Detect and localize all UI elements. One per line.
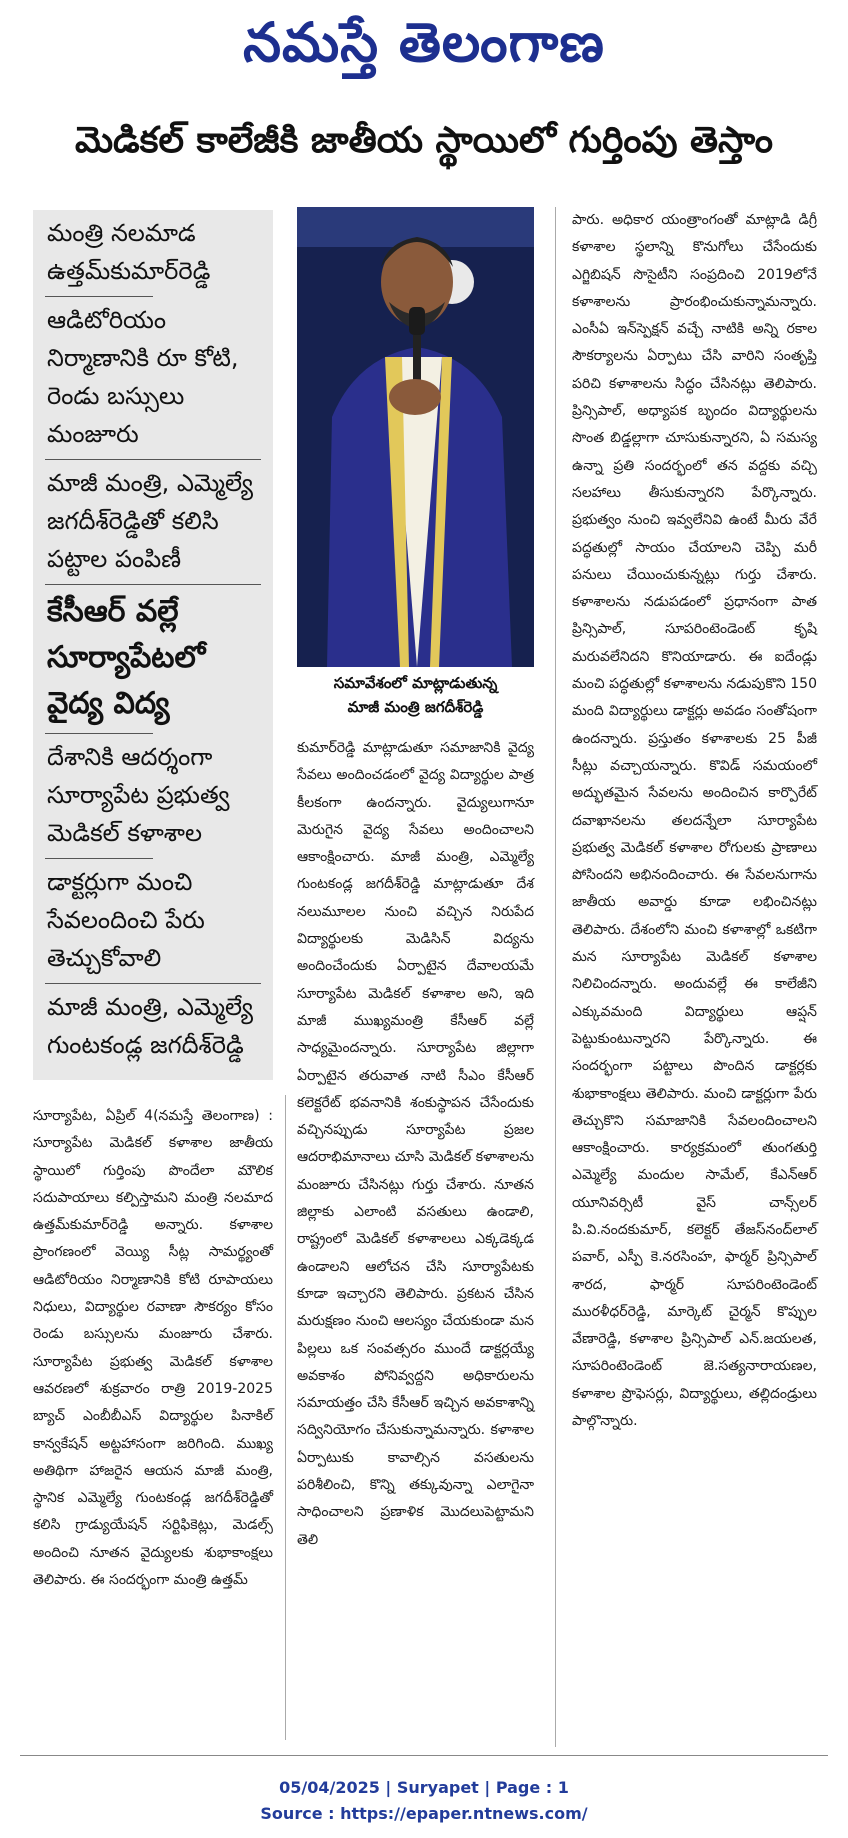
column-divider xyxy=(555,207,556,1747)
article-column-middle xyxy=(297,735,534,1554)
caption-line: సమావేశంలో మాట్లాడుతున్న xyxy=(333,674,498,692)
photo-caption xyxy=(297,671,534,719)
highlight-text: డాక్టర్లుగా మంచి సేవలందించి పేరు తెచ్చుకోవాలి xyxy=(47,868,205,972)
article-text: పారు. అధికార యంత్రాంగంతో మాట్లాడి డిగ్రీ కళాశాల స్థలాన్ని కొనుగోలు చేసేందుకు ఎగ్జిబిషన్ సొసైటీని సంప్రదించి 2019లోనే కళాశాలను ప్రారంభించుకున్నామన్నారు. ఎంసీఏ ఇన్‌స్పెక్షన్ వచ్చే నాటికి అన్ని రకాల సౌకర్యాలను ఏర్పాటు చేసి వారిని సంతృప్తి పరిచి కళాశాలను సిద్ధం చేసినట్లు తెలిపారు. ప్రిన్సిపాల్, అధ్యాపక బృందం విద్యార్థులను సొంత బిడ్డల్లాగా చూసుకున్నారని, ఏ సమస్య ఉన్నా ప్రతి సందర్భంలో తన వద్దకు వచ్చి సలహాలు తీసుకున్నారని పేర్కొన్నారు. ప్రభుత్వం నుంచి ఇవ్వలేనివి ఉంటే మీరు వేరే పద్ధతుల్లో సాయం చేయాలని చెప్పి మరీ పనులు చేయించుకున్నట్లు గుర్తు చేశారు. కళాశాలను నడుపడంలో ప్రధానంగా పాత ప్రిన్సిపాల్, సూపరింటెండెంట్ కృషి మరువలేనిదని కొనియాడారు. ఈ ఐదేండ్లు మంచి పద్ధతుల్లో కళాశాలను నడుపుకొని 150 మంది విద్యార్థులు డాక్టర్లు అవడం సంతోషంగా ఉందన్నారు. ప్రస్తుతం కళాశాలకు 25 పీజీ సీట్లు వచ్చాయన్నారు. కొవిడ్ సమయంలో అద్భుతమైన సేవలను అందించిన కార్పొరేట్ దవాఖానలను తలదన్నేలా సూర్యాపేట ప్రభుత్వ మెడికల్ కళాశాల రోగులకు ప్రాణాలు పోసిందని అభినందించారు. ఈ సేవలనుగాను జాతీయ అవార్డు కూడా లభించినట్లు తెలిపారు. దేశంలోని మంచి కళాశాల్లో ఒకటిగా మన సూర్యాపేట మెడికల్ కళాశాల నిలిచిందన్నారు. అందువల్లే ఈ కాలేజీని ఎక్కువమంది విద్యార్థులు ఆప్షన్ పెట్టుకుంటున్నారని పేర్కొన్నారు. ఈ సందర్భంగా పట్టాలు పొందిన డాక్టర్లకు శుభాకాంక్షలు తెలిపారు. మంచి డాక్టర్లుగా పేరు తెచ్చుకొని సమాజానికి సేవలందించాలని ఆకాంక్షించారు. కార్యక్రమంలో తుంగతుర్తి ఎమ్మెల్యే మందుల సామేల్, కేఎన్ఆర్ యూనివర్సిటీ వైస్ చాన్స్‌లర్ పి.వి.నందకుమార్, కలెక్టర్ తేజస్‌నంద్‌లాల్ పవార్, ఎస్పీ కె.నరసింహ, ఫార్మర్ ప్రిన్సిపాల్ శారద, ఫార్మర్ సూపరింటెండెంట్ మురళీధర్‌రెడ్డి, మార్కెట్ చైర్మన్ కొప్పుల వేణారెడ్డి, కళాశాల ప్రిన్సిపాల్ ఎన్.జయలత, సూపరింటెండెంట్ జె.సత్యనారాయణల, కళాశాల ప్రొఫెసర్లు, విద్యార్థులు, తల్లిదండ్రులు పాల్గొన్నారు. xyxy=(572,212,817,1430)
highlight-item xyxy=(33,585,273,733)
footer-source[interactable]: Source : https://epaper.ntnews.com/ xyxy=(260,1804,588,1823)
highlight-item xyxy=(33,859,273,983)
speaker-photo xyxy=(297,207,534,667)
caption-line: మాజీ మంత్రి జగదీశ్‌రెడ్డి xyxy=(347,698,484,716)
highlight-text: మాజీ మంత్రి, ఎమ్మెల్యే జగదీశ్‌రెడ్డితో కలిసి పట్టాల పంపిణీ xyxy=(47,469,253,573)
article-text: కుమార్‌రెడ్డి మాట్లాడుతూ సమాజానికి వైద్య సేవలు అందించడంలో వైద్య విద్యార్థుల పాత్ర కీలకంగా ఉందన్నారు. వైద్యులుగానూ మెరుగైన వైద్య సేవలు అందించాలని ఆకాంక్షించారు. మాజీ మంత్రి, ఎమ్మెల్యే గుంటకండ్ల జగదీశ్‌రెడ్డి మాట్లాడుతూ దేశ నలుమూలల నుంచి వచ్చిన నిరుపేద విద్యార్థులకు మెడిసిన్ విద్యను అందించేందుకు ఏర్పాటైన దేవాలయమే సూర్యాపేట మెడికల్ కళాశాల అని, ఇది మాజీ ముఖ్యమంత్రి కేసీఆర్ వల్లే సాధ్యమైందన్నారు. సూర్యాపేట జిల్లాగా ఏర్పాటైన తరువాత నాటి సీఎం కేసీఆర్ కలెక్టరేట్ భవనానికి శంకుస్థాపన చేసేందుకు వచ్చినప్పుడు సూర్యాపేట ప్రజల ఆదరాభిమానాలు చూసి మెడికల్ కళాశాలను మంజూరు చేసినట్లు గుర్తు చేశారు. నూతన జిల్లాకు ఎలాంటి వసతులు ఉండాలి, రాష్ట్రంలో మెడికల్ కళాశాలలు ఎక్కడెక్కడ ఉండాలని ఆలోచన చేసి సూర్యాపేటకు కూడా ఇచ్చారని తెలిపారు. ప్రకటన చేసిన మరుక్షణం నుంచి ఆలస్యం చేయకుండా మన పిల్లలు ఒక సంవత్సరం ముందే డాక్టర్లయ్యే అవకాశం పోనివ్వద్దని అధికారులను సమాయత్తం చేసి కేసీఆర్ ఇచ్చిన అవకాశాన్ని సద్వినియోగం చేసుకున్నామన్నారు. కళాశాల ఏర్పాటుకు కావాల్సిన వసతులను పరిశీలించి, కొన్ని తక్కువున్నా ఎలాగైనా సాధించాలని ప్రణాళిక మొదలుపెట్టామని తెలి xyxy=(297,740,534,1548)
highlight-text: మాజీ మంత్రి, ఎమ్మెల్యే గుంటకండ్ల జగదీశ్‌రెడ్డి xyxy=(47,993,253,1059)
column-divider xyxy=(285,1095,286,1740)
highlight-item xyxy=(33,984,273,1070)
highlight-text: ఆడిటోరియం నిర్మాణానికి రూ కోటి, రెండు బస్సులు మంజూరు xyxy=(47,306,239,448)
masthead xyxy=(0,0,848,100)
footer-rule xyxy=(20,1755,828,1756)
masthead-logo-title: నమస్తే తెలంగాణ xyxy=(243,10,605,74)
highlight-item xyxy=(33,460,273,584)
footer-edition-info: 05/04/2025 | Suryapet | Page : 1 xyxy=(279,1778,569,1797)
highlights-box xyxy=(33,210,273,1080)
highlight-text: దేశానికి ఆదర్శంగా సూర్యాపేట ప్రభుత్వ మెడికల్ కళాశాల xyxy=(47,743,230,847)
article-column-right xyxy=(572,207,817,1435)
highlight-text: కేసీఆర్ వల్లే సూర్యాపేటలో వైద్య విద్య xyxy=(47,594,206,721)
article-column-left xyxy=(33,1103,273,1594)
speaker-illustration xyxy=(297,207,534,667)
highlight-text: మంత్రి నలమాడ ఉత్తమ్‌కుమార్‌రెడ్డి xyxy=(47,219,211,285)
highlight-item xyxy=(33,734,273,858)
headline: మెడికల్ కాలేజీకి జాతీయ స్థాయిలో గుర్తింపు తెస్తాం xyxy=(74,120,774,161)
highlight-item xyxy=(33,210,273,296)
highlight-item xyxy=(33,297,273,459)
footer xyxy=(0,1775,848,1827)
article-text: సూర్యాపేట, ఏప్రిల్ 4(నమస్తే తెలంగాణ) : సూర్యాపేట మెడికల్ కళాశాల జాతీయ స్థాయిలో గుర్తింపు పొందేలా మౌలిక సదుపాయాలు కల్పిస్తామని మంత్రి నలమాద ఉత్తమ్‌కుమార్‌రెడ్డి అన్నారు. కళాశాల ప్రాంగణంలో వెయ్యి సీట్ల సామర్థ్యంతో ఆడిటోరియం నిర్మాణానికి కోటి రూపాయలు నిధులు, విద్యార్థుల రవాణా సౌకర్యం కోసం రెండు బస్సులను మంజూరు చేశారు. సూర్యాపేట ప్రభుత్వ మెడికల్ కళాశాల ఆవరణలో శుక్రవారం రాత్రి 2019-2025 బ్యాచ్ ఎంబీబీఎస్ విద్యార్థుల పినాకిల్ కాన్వకేషన్ అట్టహాసంగా జరిగింది. ముఖ్య అతిథిగా హాజరైన ఆయన మాజీ మంత్రి, స్థానిక ఎమ్మెల్యే గుంటకండ్ల జగదీశ్‌రెడ్డితో కలిసి గ్రాడ్యుయేషన్ సర్టిఫికెట్లు, మెడల్స్ అందించి నూతన వైద్యులకు శుభాకాంక్షలు తెలిపారు. ఈ సందర్భంగా మంత్రి ఉత్తమ్ xyxy=(33,1108,273,1589)
